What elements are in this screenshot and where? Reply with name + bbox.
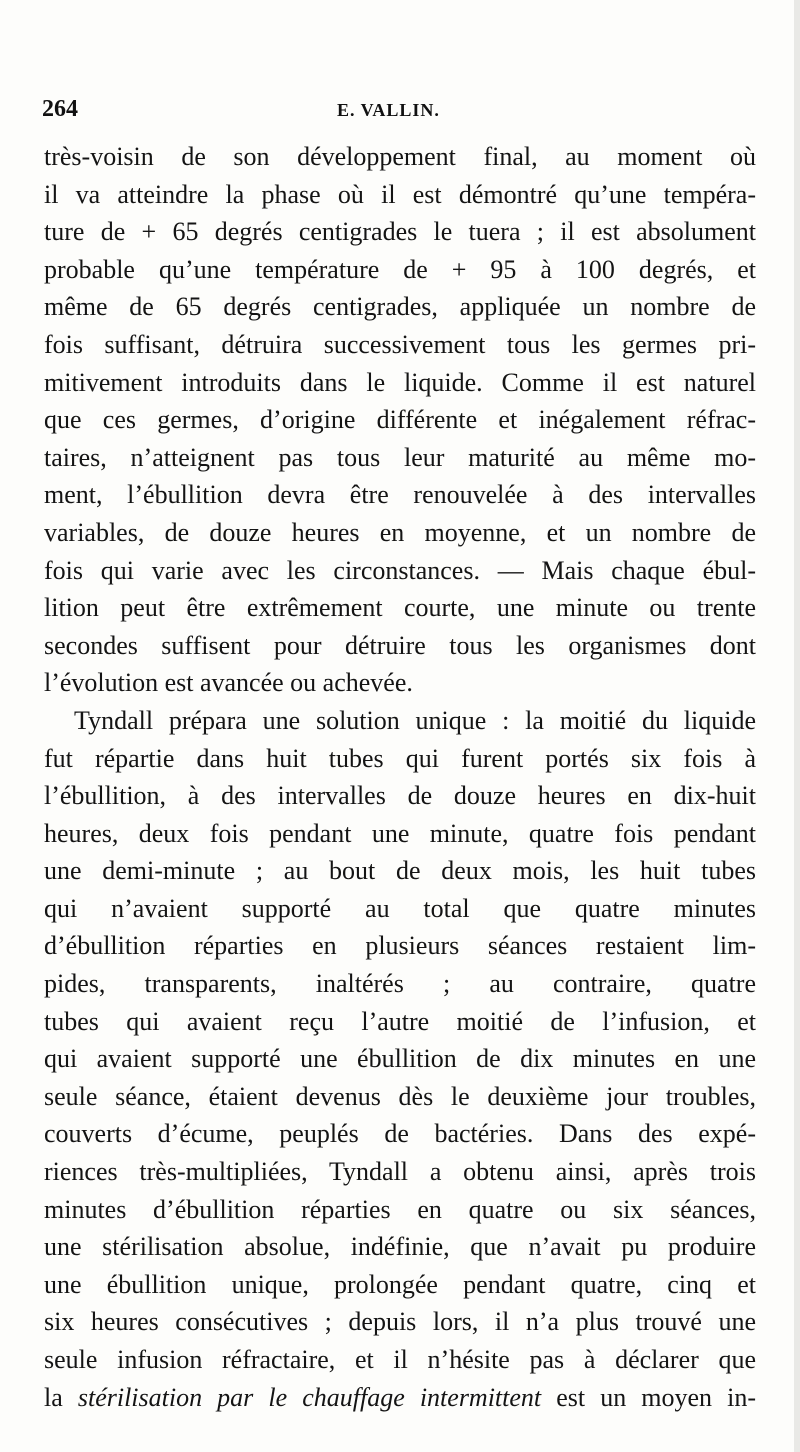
text-line: riences très-multipliées, Tyndall a obtenu ainsi, après trois <box>44 1157 756 1187</box>
running-head: E. VALLIN. <box>337 100 440 120</box>
text-line: probable qu’une température de + 95 à 100 degrés, et <box>44 254 756 284</box>
text-line: fois qui varie avec les circonstances. — Mais chaque ébul- <box>44 555 756 585</box>
body-text <box>44 138 756 1416</box>
text-line: secondes suffisent pour détruire tous les organismes dont <box>44 630 756 660</box>
text-line: d’ébullition réparties en plusieurs séances restaient lim- <box>44 931 756 961</box>
text-line: une ébullition unique, prolongée pendant quatre, cinq et <box>44 1269 756 1299</box>
final-line-start: la <box>44 1382 78 1412</box>
text-line: il va atteindre la phase où il est démontré qu’une tempéra- <box>44 179 756 209</box>
text-line: qui n’avaient supporté au total que quatre minutes <box>44 893 756 923</box>
text-line: l’ébullition, à des intervalles de douze heures en dix-huit <box>44 781 756 811</box>
page-header <box>42 96 754 130</box>
text-line: heures, deux fois pendant une minute, quatre fois pendant <box>44 818 756 848</box>
text-line: une stérilisation absolue, indéfinie, que n’avait pu produire <box>44 1232 756 1262</box>
final-line <box>44 1379 756 1417</box>
text-line: ture de + 65 degrés centigrades le tuera ; il est absolument <box>44 217 756 247</box>
text-line: ment, l’ébullition devra être renouvelée à des intervalles <box>44 480 756 510</box>
text-line: une demi-minute ; au bout de deux mois, les huit tubes <box>44 856 756 886</box>
text-line: tubes qui avaient reçu l’autre moitié de l’infusion, et <box>44 1006 756 1036</box>
italic-phrase: stérilisation par le chauffage intermittent <box>77 1382 542 1412</box>
text-line: fois suffisant, détruira successivement tous les germes pri- <box>44 329 756 359</box>
text-line: minutes d’ébullition réparties en quatre ou six séances, <box>44 1194 756 1224</box>
text-line: seule séance, étaient devenus dès le deuxième jour troubles, <box>44 1081 756 1111</box>
paragraph-end-line: l’évolution est avancée ou achevée. <box>44 668 413 698</box>
text-line: couverts d’écume, peuplés de bactéries. Dans des expé- <box>44 1119 756 1149</box>
page-number: 264 <box>42 96 78 122</box>
paragraph-start-line: Tyndall prépara une solution unique : la moitié du liquide <box>74 705 756 735</box>
text-line: pides, transparents, inaltérés ; au contraire, quatre <box>44 969 756 999</box>
text-line: taires, n’atteignent pas tous leur maturité au même mo- <box>44 442 756 472</box>
text-line: même de 65 degrés centigrades, appliquée un nombre de <box>44 292 756 322</box>
text-line: fut répartie dans huit tubes qui furent portés six fois à <box>44 743 756 773</box>
text-line: lition peut être extrêmement courte, une minute ou trente <box>44 593 756 623</box>
text-line: seule infusion réfractaire, et il n’hésite pas à déclarer que <box>44 1345 756 1374</box>
text-line: mitivement introduits dans le liquide. Comme il est naturel <box>44 367 756 397</box>
final-line-end: est un moyen in- <box>541 1382 756 1412</box>
text-line: qui avaient supporté une ébullition de dix minutes en une <box>44 1044 756 1074</box>
text-line: que ces germes, d’origine différente et inégalement réfrac- <box>44 405 756 435</box>
text-line: très-voisin de son développement final, au moment où <box>44 142 756 171</box>
text-line: six heures consécutives ; depuis lors, il n’a plus trouvé une <box>44 1307 756 1337</box>
text-line: variables, de douze heures en moyenne, et un nombre de <box>44 517 756 547</box>
